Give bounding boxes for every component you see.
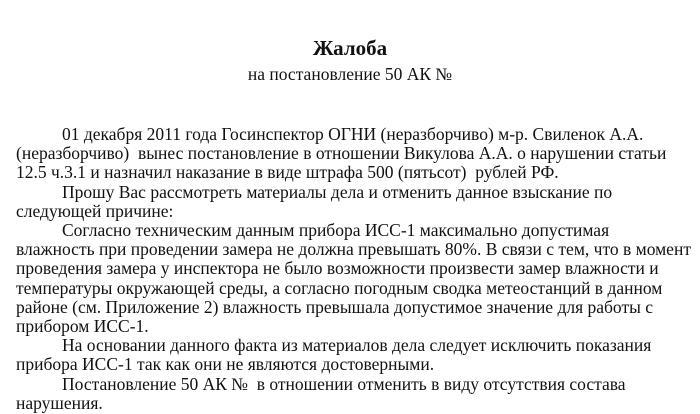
paragraph-line: влажность при проведении замера не должна превышать 80%. В связи с тем, что в момент <box>16 239 691 260</box>
paragraph-line: районе (см. Приложение 2) влажность превышала допустимое значение для работы с <box>16 296 653 317</box>
document-title: Жалоба <box>312 36 388 60</box>
paragraph-line: следующей причине: <box>16 200 174 221</box>
paragraph-line: Согласно техническим данным прибора ИСС-1 максимально допустимая <box>62 220 610 240</box>
paragraph-line: Постановление 50 АК № в отношении отменить в виду отсутствия состава <box>62 373 626 394</box>
paragraph-line: (неразборчиво) вынес постановление в отношении Викулова А.А. о нарушении статьи <box>16 143 667 164</box>
paragraph-line: проведения замера у инспектора не было возможности произвести замер влажности и <box>16 258 659 279</box>
paragraph-line: прибором ИСС-1. <box>16 316 149 336</box>
paragraph-line: 12.5 ч.3.1 и назначил наказание в виде штрафа 500 (пятьсот) рублей РФ. <box>16 162 559 183</box>
paragraph-line: 01 декабря 2011 года Госинспектор ОГНИ (неразборчиво) м-р. Свиленок А.А. <box>62 124 644 144</box>
paragraph-line: прибора ИСС-1 так как они не являются достоверными. <box>16 354 435 375</box>
paragraph-line: Прошу Вас рассмотреть материалы дела и отменить данное взыскание по <box>62 181 613 202</box>
paragraph-line: нарушения. <box>16 392 103 413</box>
paragraph-line: температуры окружающей среды, а согласно погодным сводка метеостанций в данном <box>16 277 663 298</box>
document-subtitle: на постановление 50 АК № <box>247 64 453 84</box>
paragraph-line: На основании данного факта из материалов дела следует исключить показания <box>62 335 652 356</box>
